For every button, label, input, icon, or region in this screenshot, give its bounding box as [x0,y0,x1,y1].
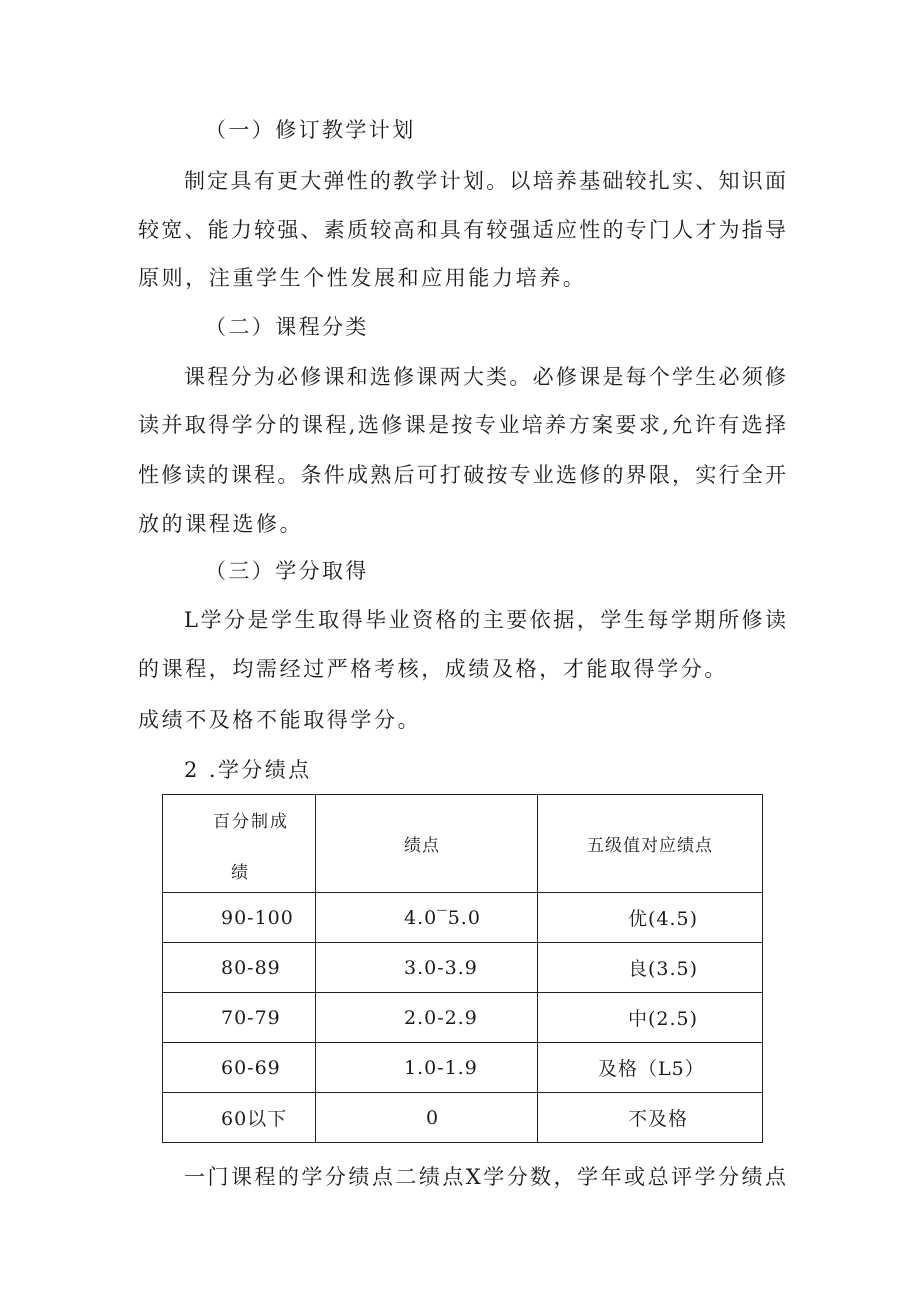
cell-score: 70-79 [163,993,316,1043]
cell-level: 优(4.5) [538,893,763,943]
cell-level: 良(3.5) [538,943,763,993]
cell-gpa: 3.0-3.9 [316,943,538,993]
header-score-line1: 百分制成 [213,812,289,832]
paragraph-line: 一门课程的学分绩点二绩点X学分数，学年或总评学分绩点 [184,1165,786,1189]
paragraph-line: 较宽、能力较强、素质较高和具有较强适应性的专门人才为指导 [138,218,786,242]
cell-gpa: 0 [316,1093,538,1143]
section-heading-1: （一）修订教学计划 [205,118,416,142]
paragraph-line: L学分是学生取得毕业资格的主要依据，学生每学期所修读 [184,608,786,632]
header-score-line2: 绩 [231,863,249,883]
header-five-level: 五级值对应绩点 [538,795,763,893]
paragraph-line: 性修读的课程。条件成熟后可打破按专业选修的界限，实行全开 [138,463,786,487]
table-header-row [163,795,763,893]
cell-level: 及格（L5） [538,1043,763,1093]
table-row [163,893,763,943]
grade-point-table [162,794,763,1143]
header-gpa: 绩点 [316,795,538,893]
cell-level: 中(2.5) [538,993,763,1043]
paragraph-line: 读并取得学分的课程,选修课是按专业培养方案要求,允许有选择 [138,413,786,437]
cell-score: 60以下 [163,1093,316,1143]
table-row [163,943,763,993]
cell-score: 60-69 [163,1043,316,1093]
cell-level: 不及格 [538,1093,763,1143]
paragraph-line: 成绩不及格不能取得学分。 [138,708,422,732]
paragraph-line: 原则，注重学生个性发展和应用能力培养。 [138,266,587,290]
paragraph-line: 放的课程选修。 [138,512,304,536]
cell-gpa: 1.0-1.9 [316,1043,538,1093]
paragraph-line: 制定具有更大弹性的教学计划。以培养基础较扎实、知识面 [184,169,786,193]
cell-score: 80-89 [163,943,316,993]
header-score [163,795,316,893]
section-heading-2: （二）课程分类 [205,315,369,339]
table-row [163,993,763,1043]
cell-gpa: 4.0‾5.0 [316,893,538,943]
paragraph-line: 的课程，均需经过严格考核，成绩及格，才能取得学分。 [138,657,728,681]
list-item-heading: 2 .学分绩点 [184,758,312,782]
table-row [163,1043,763,1093]
cell-score: 90-100 [163,893,316,943]
cell-gpa: 2.0-2.9 [316,993,538,1043]
table-row [163,1093,763,1143]
section-heading-3: （三）学分取得 [205,559,369,583]
paragraph-line: 课程分为必修课和选修课两大类。必修课是每个学生必须修 [184,365,786,389]
